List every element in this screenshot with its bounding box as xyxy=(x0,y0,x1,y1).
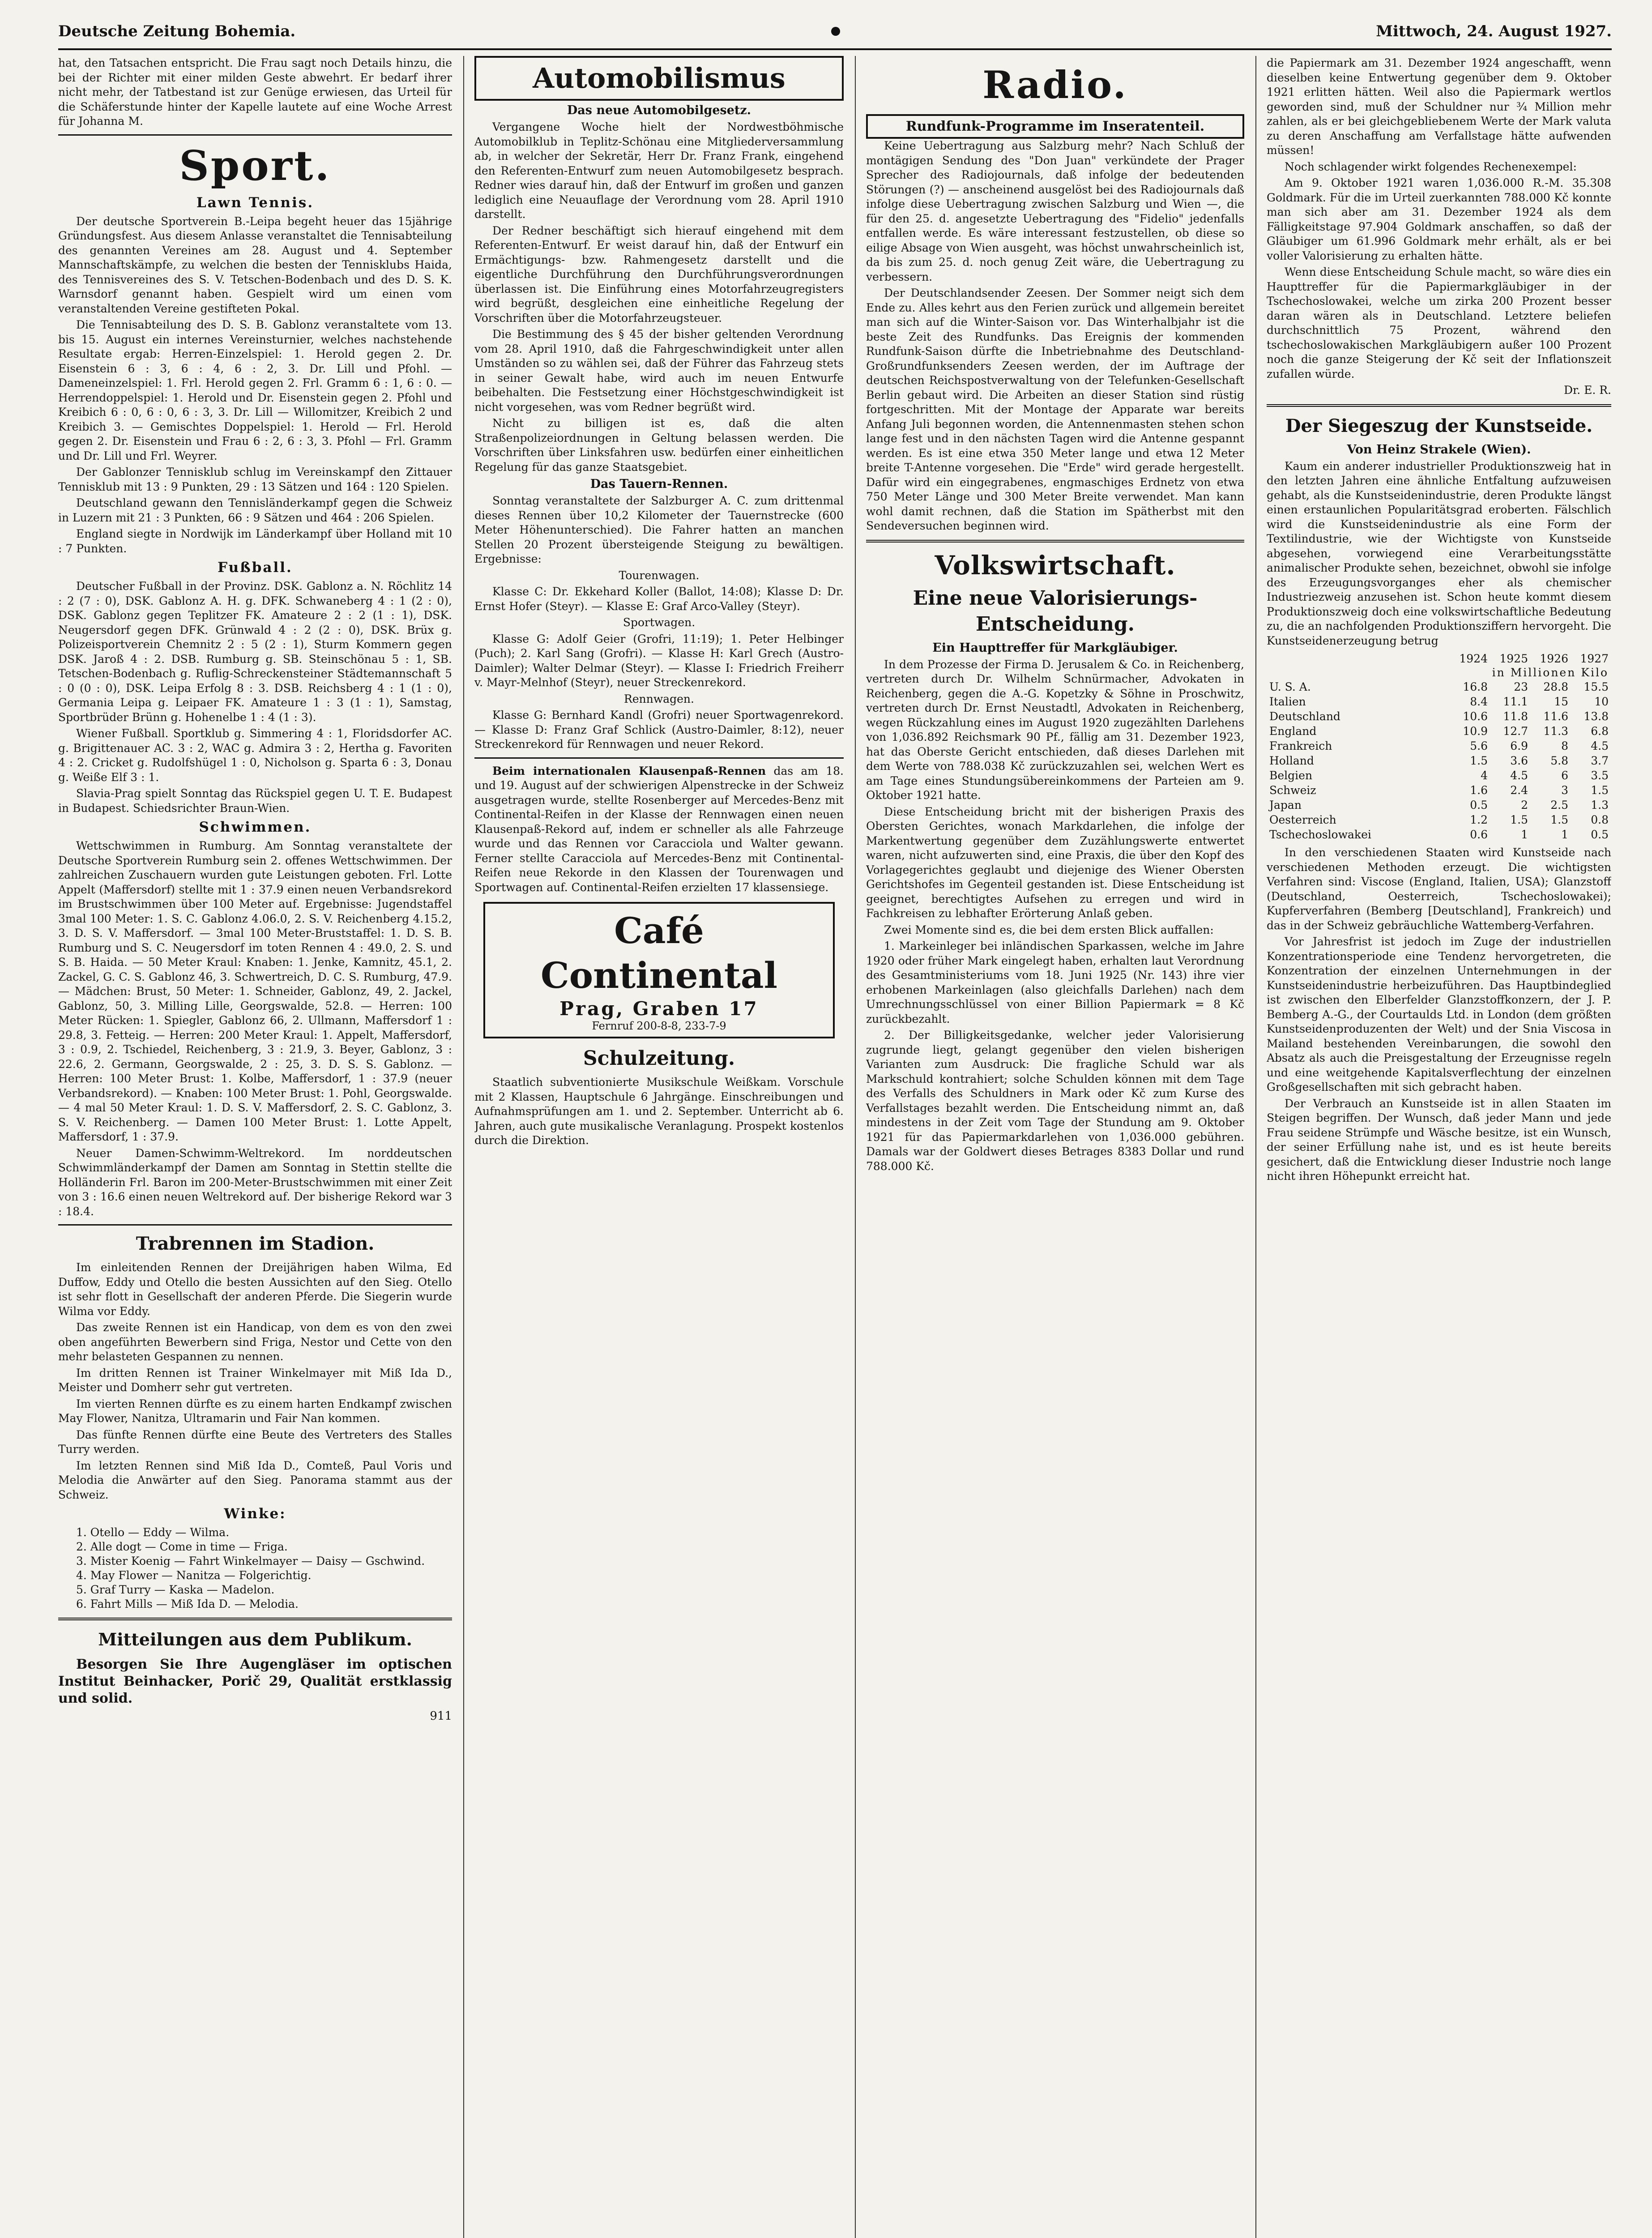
table-row xyxy=(1267,827,1611,842)
section-rule xyxy=(866,540,1244,542)
section-rule xyxy=(58,1618,452,1620)
table-cell-value: 4 xyxy=(1481,769,1488,782)
table-cell-value: 11.6 xyxy=(1543,710,1568,723)
article-paragraph: Slavia-Prag spielt Sonntag das Rückspiel gegen U. T. E. Budapest in Budapest. Schiedsrichter Braun-Wien. xyxy=(58,787,452,815)
table-cell-value: 2.5 xyxy=(1550,799,1568,811)
table-cell-value: 3.6 xyxy=(1510,754,1528,767)
article-paragraph: Der Gablonzer Tennisklub schlug im Vereinskampf den Zittauer Tennisklub mit 13 : 9 Punkten, 29 : 13 Sätzen und 164 : 120 Spielen. xyxy=(58,466,452,493)
table-cell-value: 5.6 xyxy=(1470,739,1488,752)
column-3 xyxy=(866,56,1244,2238)
table-cell-value: 0.8 xyxy=(1591,813,1609,826)
klausen-heading: Beim internationalen Klausenpaß-Rennen xyxy=(492,764,766,777)
table-cell-country: Tschechoslowakei xyxy=(1269,828,1371,841)
table-cell-value: 13.8 xyxy=(1584,710,1609,723)
silk-heading: Der Siegeszug der Kunstseide. xyxy=(1285,415,1593,436)
production-table xyxy=(1267,652,1611,842)
table-cell-value: 2.4 xyxy=(1510,784,1528,797)
tips-heading: Winke: xyxy=(224,1506,286,1522)
automobile-subheading: Das neue Automobilgesetz. xyxy=(567,103,751,117)
table-cell-country: U. S. A. xyxy=(1269,680,1311,693)
court-report-end: hat, den Tatsachen entspricht. Die Frau sagt noch Details hinzu, die bei der Richter mit einer milden Geste abwehrt. Er bedarf ihrer nicht mehr, der Tatbestand ist zur Genüge erwiesen, das Urteil für die Schäferstunde hinter der Kapelle lautete auf eine Woche Arrest für Johanna M. xyxy=(58,56,452,128)
table-cell-value: 1.5 xyxy=(1591,784,1609,797)
article-paragraph: Wettschwimmen in Rumburg. Am Sonntag veranstaltete der Deutsche Sportverein Rumburg sein 2. offenes Wettschwimmen. Der zahlreichen Zuschauern wurden gute Leistungen geboten. Frl. Lotte Appelt (Maffersdorf) stellte mit 1 : 37.9 einen neuen Verbandsrekord im Brustschwimmen über 100 Meter auf. Ergebnisse: Jugendstaffel 3mal 100 Meter: 1. S. C. Gablonz 4.06.0, 2. S. V. Reichenberg 4.15.2, 3. D. S. V. Maffersdorf. — 3mal 100 Meter-Bruststaffel: 1. D. S. B. Rumburg und S. C. Neugersdorf im toten Rennen 4 : 49.0, 2. S. und S. B. Haida. — 50 Meter Kraul: Knaben: 1. Jenke, Kamnitz, 45.1, 2. Zackel, G. C. S. Gablonz 46, 3. Schwertreich, D. C. S. Rumburg, 47.9. — Mädchen: Brust, 50 Meter: 1. Schneider, Gablonz, 49, 2. Jackel, Gablonz, 50, 3. Milling Lille, Georgswalde, 52.8. — Herren: 100 Meter Rücken: 1. Spiegler, Gablonz 66, 2. Ullmann, Maffersdorf 1 : 29.8, 3. Fetteig. — Herren: 200 Meter Kraul: 1. Appelt, Maffersdorf, 3 : 0.9, 2. Tschiedel, Reichenberg, 3 : 21.9, 3. Beyer, Gablonz, 3 : 22.6, 2. Germann, Georgswalde, 2 : 25, 3. D. S. S. Gablonz. — Herren: 100 Meter Brust: 1. Kolbe, Maffersdorf, 1 : 37.9 (neuer Verbandsrekord). — Knaben: 100 Meter Brust: 1. Pohl, Georgswalde. — 4 mal 50 Meter Kraul: 1. D. S. V. Maffersdorf, 2. S. C. Gablonz, 3. S. V. Reichenberg. — Damen 100 Meter Brust: 1. Lotte Appelt, Maffersdorf, 1 : 37.9. xyxy=(58,839,452,1143)
table-cell-value: 6 xyxy=(1561,769,1568,782)
table-header-year: 1927 xyxy=(1580,652,1609,665)
table-row xyxy=(1267,694,1611,709)
table-cell-value: 0.6 xyxy=(1470,828,1488,841)
page-ornament xyxy=(831,27,840,36)
table-cell-value: 11.8 xyxy=(1503,710,1528,723)
article-paragraph: Deutscher Fußball in der Provinz. DSK. Gablonz a. N. Röchlitz 14 : 2 (7 : 0), DSK. Gablonz A. H. g. DFK. Schwaneberg 4 : 1 (2 : 0), DSK. Gablonz gegen Teplitzer FK. Amateure 2 : 2 (1 : 1), DSK. Neugersdorf gegen DFK. Grünwald 4 : 2 (2 : 0), DSK. Brüx g. Polizeisportverein Chemnitz 2 : 5 (2 : 1), Sturm Kommern gegen DSK. Jaroß 4 : 2. DSB. Rumburg g. SB. Steinschönau 5 : 1, SB. Tetschen-Bodenbach g. Ruflig-Schreckensteiner Städtemannschaft 5 : 0 (0 : 0), DSK. Leipa Erfolg 8 : 3. DSB. Reichsberg 4 : 1 (1 : 0), Germania Leipa g. Leipaer FK. Amateure 1 : 3 (1 : 1), Samstag, Sportbrüder Brünn g. Hohenelbe 1 : 4 (1 : 3). xyxy=(58,580,452,724)
table-row xyxy=(1267,812,1611,827)
table-row xyxy=(1267,768,1611,783)
table-cell-value: 10 xyxy=(1594,695,1609,708)
article-paragraph: Noch schlagender wirkt folgendes Rechenexempel: xyxy=(1285,160,1577,173)
article-paragraph: Nicht zu billigen ist es, daß die alten Straßenpolizeiordnungen in Geltung belassen werden. Die Vorschriften über Linksfahren usw. bedürfen einer einheitlichen Regelung für das ganze Staatsgebiet. xyxy=(474,417,844,474)
section-rule xyxy=(474,757,844,759)
radio-heading: Radio. xyxy=(982,63,1128,107)
ad-address: Prag, Graben 17 xyxy=(559,998,759,1020)
race-category: Rennwagen. xyxy=(624,692,694,705)
public-notices-heading: Mitteilungen aus dem Publikum. xyxy=(98,1629,412,1649)
article-paragraph: Diese Entscheidung bricht mit der bisherigen Praxis des Obersten Gerichtes, wonach Markdarlehen, die infolge der Markentwertung gegenüber dem Zuzählungswerte entwertet waren, nicht aufzuwerten sind, eine Praxis, die über den Kopf des Vorlagegerichtes geglaubt und diejenige des Wiener Obersten Gerichtshofes im Gegenteil gestanden ist. Diese Entscheidung ist geeignet, berechtigtes Aufsehen zu erregen und wird in Fachkreisen zu lebhafter Erörterung Anlaß geben. xyxy=(866,805,1244,920)
article-paragraph: Neuer Damen-Schwimm-Weltrekord. Im norddeutschen Schwimmländerkampf der Damen am Sonntag in Stettin stellte die Holländerin Frl. Baron im 200-Meter-Brustschwimmen mit einer Zeit von 3 : 16.6 einen neuen Weltrekord auf. Der bisherige Rekord war 3 : 18.4. xyxy=(58,1146,452,1218)
article-paragraph: Der Verbrauch an Kunstseide ist in allen Staaten im Steigen begriffen. Der Wunsch, daß jeder Mann und jede Frau seidene Strümpfe und Wäsche besitze, ist ein Wunsch, der seiner Erfüllung nahe ist, und es ist heute bereits gesichert, daß die Entwicklung dieser Industrie noch lange nicht ihren Höhepunkt erreicht hat. xyxy=(1267,1097,1611,1183)
table-cell-value: 1.5 xyxy=(1470,754,1488,767)
list-item: 2. Alle dogt — Come in time — Friga. xyxy=(76,1540,288,1553)
article-paragraph: Im dritten Rennen ist Trainer Winkelmayer mit Miß Ida D., Meister und Domherr sehr gut vertreten. xyxy=(58,1366,452,1394)
article-paragraph: Keine Uebertragung aus Salzburg mehr? Nach Schluß der montägigen Sendung des "Don Juan" verkündete der Prager Sprecher des Radiojournals, daß infolge der bedeutenden Störungen (?) — anscheinend ausgelöst bei des Radiojournals daß infolge diese Uebertragung zwischen Salzburg und Wien —, die für den 25. d. angesetzte Uebertragung des "Fidelio" jedenfalls entfallen werde. Es wäre interessant festzustellen, ob diese so eilige Absage von Wien ausgeht, was höchst unwahrscheinlich ist, da bis zum 25. d. noch genug Zeit wäre, die Uebertragung zu verbessern. xyxy=(866,139,1244,283)
article-paragraph: Deutschland gewann den Tennisländerkampf gegen die Schweiz in Luzern mit 21 : 3 Punkten, 66 : 9 Sätzen und 464 : 206 Spielen. xyxy=(58,496,452,524)
klausen-text: das am 18. und 19. August auf der schwierigen Alpenstrecke in der Schweiz ausgetragen wurde, stellte Rosenberger auf Mercedes-Benz mit Continental-Reifen in der Klasse der Rennwagen einen neuen Klausenpaß-Rekord auf, indem er schneller als alle Fahrzeuge wurde und das Rennen vor Caracciola und Walter gewann. Ferner stellte Caracciola auf Mercedes-Benz mit Continental-Reifen neue Rekorde in den Klassen der Tourenwagen und Sportwagen auf. Continental-Reifen erzielten 17 klassensiege. xyxy=(474,764,844,894)
table-cell-value: 1.5 xyxy=(1510,813,1528,826)
table-cell-country: Japan xyxy=(1269,799,1302,811)
economy-title: Eine neue Valorisierungs-Entscheidung. xyxy=(913,586,1198,636)
list-item: 4. May Flower — Nanitza — Folgerichtig. xyxy=(76,1569,312,1582)
table-row xyxy=(1267,679,1611,694)
table-cell-value: 3.7 xyxy=(1591,754,1609,767)
table-cell-country: Holland xyxy=(1269,754,1314,767)
table-cell-value: 12.7 xyxy=(1503,725,1528,738)
column-rule xyxy=(463,56,464,2238)
article-paragraph: Am 9. Oktober 1921 waren 1,036.000 R.-M. 35.308 Goldmark. Für die im Urteil zuerkannten 788.000 Kč konnte man sich aber am 31. Dezember 1924 als dem Fälligkeitstage 97.904 Goldmark anschaffen, so daß der Gläubiger um 61.996 Goldmark mehr erhält, als er bei voller Valorisierung zu erhalten hätte. xyxy=(1267,176,1611,262)
article-paragraph: 2. Der Billigkeitsgedanke, welcher jeder Valorisierung zugrunde liegt, gelangt gegenüber den vielen bisherigen Varianten zum Ausdruck: Die fragliche Schuld war als Markschuld kontrahiert; solche Schulden können mit dem Tage des Verfalls des Schuldners in Mark oder Kč zum Kurse des Verfallstages bezahlt werden. Die Entscheidung nimmt an, daß mindestens in der Zeit vom Tage der Stundung am 9. Oktober 1921 für das Papiermarkdarlehen von 1,036.000 gebühren. Damals war der Goldwert dieses Betrages 8383 Dollar und rund 788.000 Kč. xyxy=(866,1029,1244,1173)
table-cell-value: 1.2 xyxy=(1470,813,1488,826)
economy-heading: Volkswirtschaft. xyxy=(935,550,1176,581)
table-cell-value: 1.5 xyxy=(1550,813,1568,826)
table-cell-value: 23 xyxy=(1514,680,1528,693)
table-cell-value: 10.9 xyxy=(1463,725,1488,738)
table-cell-country: Italien xyxy=(1269,695,1306,708)
article-paragraph: Vergangene Woche hielt der Nordwestböhmische Automobilklub in Teplitz-Schönau eine Mitgliederversammlung ab, in welcher der Sekretär, Herr Dr. Franz Frank, eingehend den Referenten-Entwurf zum neuen Automobilgesetz besprach. Redner wies darauf hin, daß der Entwurf im großen und ganzen lediglich eine Neuauflage der Verordnung vom 28. April 1910 darstellt. xyxy=(474,120,844,221)
table-cell-value: 10.6 xyxy=(1463,710,1488,723)
notice-text: Besorgen Sie Ihre Augengläser im optischen Institut Beinhacker, Porič 29, Qualität erstklassig und solid. xyxy=(58,1657,452,1706)
section-rule xyxy=(58,134,452,136)
article-paragraph: In dem Prozesse der Firma D. Jerusalem & Co. in Reichenberg, vertreten durch Dr. Wilhelm Schnürmacher, Advokaten in Reichenberg, gegen die A.-G. Kopetzky & Söhne in Proschwitz, vertreten durch Dr. Ernst Neustadtl, Advokaten in Reichenberg, wegen Rückzahlung eines im August 1920 zugezählten Darlehens von 1,036.892 Reichsmark 90 Pf., fällig am 31. Dezember 1923, hat das Oberste Gericht entschieden, daß dieses Darlehen mit dem Werte von 788.038 Kč zurückzuzahlen sei, welchen Wert es am Tage eines Stundungsübereinkommens der Parteien am 9. Oktober 1921 hatte. xyxy=(866,658,1244,802)
article-paragraph: Wenn diese Entscheidung Schule macht, so wäre dies ein Haupttreffer für die Papiermarkgläubiger in der Tschechoslowakei, welche um zirka 200 Prozent besser daran wären als in Deutschland. Letztere beliefen durchschnittlich 75 Prozent, während den tschechoslowakischen Markgläubigern außer 100 Prozent noch die ganze Steigerung der Kč seit der Inflationszeit zufallen würde. xyxy=(1267,265,1611,380)
table-cell-value: 8 xyxy=(1561,739,1568,752)
tauern-heading: Das Tauern-Rennen. xyxy=(590,477,728,491)
table-cell-value: 2 xyxy=(1521,799,1528,811)
table-cell-value: 15 xyxy=(1554,695,1568,708)
article-paragraph: Die Bestimmung des § 45 der bisher geltenden Verordnung vom 28. April 1910, daß die Fahrgeschwindigkeit unter allen Umständen so zu wählen sei, daß der Führer das Fahrzeug stets in seiner Gewalt habe, wird auch im neuen Entwurfe beibehalten. Die Festsetzung einer Höchstgeschwindigkeit ist nicht vorgesehen, was vom Redner begrüßt wird. xyxy=(474,328,844,414)
section-rule xyxy=(1267,404,1611,407)
table-cell-value: 1.3 xyxy=(1591,799,1609,811)
table-cell-value: 3.5 xyxy=(1591,769,1609,782)
football-heading: Fußball. xyxy=(218,560,293,576)
column-1 xyxy=(58,56,452,2238)
table-cell-country: Schweiz xyxy=(1269,784,1316,797)
table-cell-value: 28.8 xyxy=(1543,680,1568,693)
table-row xyxy=(1267,798,1611,812)
automobile-heading: Automobilismus xyxy=(474,56,844,101)
table-cell-value: 3 xyxy=(1561,784,1568,797)
table-row xyxy=(1267,739,1611,753)
ad-cafe-name: Café Continental xyxy=(541,910,777,996)
section-rule xyxy=(58,1224,452,1226)
article-paragraph: Wiener Fußball. Sportklub g. Simmering 4 : 1, Floridsdorfer AC. g. Brigittenauer AC. 3 : 2, WAC g. Admira 3 : 2, Hertha g. Favoriten 4 : 2. Cricket g. Rudolfshügel 1 : 0, Nicholson g. Sparta 6 : 3, Donau g. Weiße Elf 3 : 1. xyxy=(58,727,452,784)
article-paragraph: Zwei Momente sind es, die bei dem ersten Blick auffallen: xyxy=(884,923,1214,936)
table-cell-value: 8.4 xyxy=(1470,695,1488,708)
list-item: 6. Fahrt Mills — Miß Ida D. — Melodia. xyxy=(76,1597,299,1610)
article-paragraph: Im einleitenden Rennen der Dreijährigen haben Wilma, Ed Duffow, Eddy und Otello die besten Aussichten auf den Sieg. Otello ist sehr flott in Gesellschaft der anderen Pferde. Die Siegerin wurde Wilma vor Eddy. xyxy=(58,1261,452,1318)
table-cell-value: 4.5 xyxy=(1510,769,1528,782)
trotting-heading: Trabrennen im Stadion. xyxy=(136,1233,375,1254)
table-cell-value: 6.8 xyxy=(1591,725,1609,738)
table-cell-value: 16.8 xyxy=(1463,680,1488,693)
race-results: Klasse C: Dr. Ekkehard Koller (Ballot, 14:08); Klasse D: Dr. Ernst Hofer (Steyr). — Klasse E: Graf Arco-Valley (Steyr). xyxy=(474,585,844,613)
column-4 xyxy=(1267,56,1611,2238)
school-heading: Schulzeitung. xyxy=(583,1047,735,1070)
column-2 xyxy=(474,56,844,2238)
header-rule xyxy=(58,48,1612,50)
article-paragraph: Im vierten Rennen dürfte es zu einem harten Endkampf zwischen May Flower, Nanitza, Ultramarin und Fair Nan kommen. xyxy=(58,1397,452,1425)
table-cell-value: 0.5 xyxy=(1470,799,1488,811)
column-rule xyxy=(855,56,856,2238)
swimming-heading: Schwimmen. xyxy=(199,819,312,835)
table-cell-value: 11.1 xyxy=(1503,695,1528,708)
tennis-heading: Lawn Tennis. xyxy=(196,194,314,211)
economy-subtitle: Ein Haupttreffer für Markgläubiger. xyxy=(932,641,1178,655)
article-paragraph: Kaum ein anderer industrieller Produktionszweig hat in den letzten Jahren eine ähnliche Entfaltung aufzuweisen gehabt, als die Kunstseidenindustrie, deren Produkte längst einen erstaunlichen Popularitätsgrad eroberten. Fälschlich wird die Kunstseidenindustrie als eine Form der Textilindustrie, wie der Wichtigste von Kunstseide abgesehen, vorwiegend eine Verarbeitungsstätte animalischer Produkte sehen, bezeichnet, obwohl sie infolge des Erzeugungsvorganges eher als chemischer Industriezweig anzusehen ist. Schon heute kommt diesem Produktionszweig doch eine volkswirtschaftliche Bedeutung zu, die an nachfolgenden Produktionsziffern hervorgeht. Die Kunstseidenerzeugung betrug xyxy=(1267,459,1611,647)
table-cell-value: 1 xyxy=(1521,828,1528,841)
article-paragraph: die Papiermark am 31. Dezember 1924 angeschafft, wenn dieselben keine Entwertung gegenüber dem 9. Oktober 1921 erlitten hätten. Weil also die Papiermark wertlos geworden sind, muß der Schuldner nur ¾ Million mehr zahlen, als er bei gleichgebliebenem Werte der Mark valuta zu deren Anschaffung am Verfallstage hätte aufwenden müssen! xyxy=(1267,56,1611,157)
race-results: Klasse G: Bernhard Kandl (Grofri) neuer Sportwagenrekord. — Klasse D: Franz Graf Schlick (Austro-Daimler, 8:12), neuer Streckenrekord für Rennwagen und neuer Rekord. xyxy=(474,709,844,751)
table-cell-value: 6.9 xyxy=(1510,739,1528,752)
table-header-year: 1925 xyxy=(1499,652,1528,665)
table-cell-country: Oesterreich xyxy=(1269,813,1336,826)
notice-number: 911 xyxy=(430,1709,452,1723)
article-paragraph: Das zweite Rennen ist ein Handicap, von dem es von den zwei oben angeführten Bewerbern sind Friga, Nestor und Cette von den mehr belasteten Gespannen zu nennen. xyxy=(58,1321,452,1363)
tips-list xyxy=(58,1525,452,1611)
race-category: Tourenwagen. xyxy=(619,568,700,582)
article-paragraph: Der deutsche Sportverein B.-Leipa begeht heuer das 15jährige Gründungsfest. Aus diesem Anlasse veranstaltet die Tennisabteilung des genannten Vereines am 28. August und 4. September Mannschaftskämpfe, zu welchen die besten der Tennisklubs Haida, des Tennisvereines des S. V. Tetschen-Bodenbach und des D. S. K. Warnsdorf genannt haben. Gespielt wird um einen vom veranstaltenden Vereine gestifteten Pokal. xyxy=(58,214,452,315)
list-item: 3. Mister Koenig — Fahrt Winkelmayer — Daisy — Gschwind. xyxy=(76,1555,425,1567)
article-paragraph: Der Deutschlandsender Zeesen. Der Sommer neigt sich dem Ende zu. Alles kehrt aus den Ferien zurück und allgemein bereitet man sich auf die Winter-Saison vor. Das Winterhalbjahr ist die beste Zeit des Rundfunks. Das Ereignis der kommenden Rundfunk-Saison dürfte die Inbetriebnahme des Deutschland-Großrundfunksenders Zeesen werden, der im Auftrage der deutschen Reichspostverwaltung von der Telefunken-Gesellschaft Berlin gebaut wird. Die Arbeiten an dieser Station sind rüstig fortgeschritten. Mit der Montage der Apparate war bereits Anfang Juli begonnen worden, die Antennenmasten stehen schon lange fest und in den nächsten Tagen wird die Antenne gespannt werden. Es ist eine etwa 350 Meter lange und etwa 12 Meter breite T-Antenne vorgesehen. Die "Erde" wird gerade hergestellt. Dafür wird ein eingegrabenes, engmaschiges Erdnetz von etwa 750 Meter Länge und 300 Meter Breite verwendet. Man kann wohl damit rechnen, daß die Station im Spätherbst mit den Sendeversuchen beginnen wird. xyxy=(866,286,1244,532)
article-paragraph: Sonntag veranstaltete der Salzburger A. C. zum drittenmal dieses Rennen über 10,2 Kilometer der Tauernstrecke (600 Meter Höhenunterschied). Die Fahrer hatten an manchen Stellen 20 Prozent übersteigende Steigung zu bewältigen. Ergebnisse: xyxy=(474,494,844,565)
table-cell-country: Deutschland xyxy=(1269,710,1340,723)
sport-heading: Sport. xyxy=(179,141,331,190)
radio-subheading: Rundfunk-Programme im Inseratenteil. xyxy=(866,114,1244,139)
author-signature: Dr. E. R. xyxy=(1563,384,1611,397)
list-item: 5. Graf Turry — Kaska — Madelon. xyxy=(76,1583,275,1596)
article-paragraph: Der Redner beschäftigt sich hierauf eingehend mit dem Referenten-Entwurf. Er weist darauf hin, daß der Entwurf ein Ermächtigungs- bzw. Rahmengesetz darstellt und die eigentliche Durchführung den Durchführungsverordnungen überlassen ist. Die Einführung eines Motorfahrzeugregisters wird begrüßt, desgleichen eine einheitliche Regelung der Vorschriften über die Motorfahrzeugsteuer. xyxy=(474,224,844,325)
running-head xyxy=(58,18,1612,45)
table-cell-value: 1 xyxy=(1561,828,1568,841)
table-row xyxy=(1267,753,1611,768)
issue-date: Mittwoch, 24. August 1927. xyxy=(1376,22,1612,40)
table-header-blank xyxy=(1267,652,1450,666)
article-paragraph: Das fünfte Rennen dürfte eine Beute des Vertreters des Stalles Turry werden. xyxy=(58,1428,452,1456)
table-row xyxy=(1267,783,1611,798)
list-item: 1. Otello — Eddy — Wilma. xyxy=(76,1526,230,1539)
article-paragraph: Staatlich subventionierte Musikschule Weißkam. Vorschule mit 2 Klassen, Hauptschule 6 Jahrgänge. Einschreibungen und Aufnahmsprüfungen am 1. und 2. September. Unterricht ab 6. Jahren, auch gute musikalische Veranlagung. Prospekt kostenlos durch die Direktion. xyxy=(474,1076,844,1147)
article-paragraph: Die Tennisabteilung des D. S. B. Gablonz veranstaltete vom 13. bis 15. August ein internes Vereinsturnier, welches nachstehende Resultate ergab: Herren-Einzelspiel: 1. Herold gegen 2. Dr. Eisenstein 6 : 3, 6 : 4, 6 : 2, 3. Dr. Lill und Pfohl. — Dameneinzelspiel: 1. Frl. Herold gegen 2. Frl. Gramm 6 : 1, 6 : 0. — Herrendoppelspiel: 1. Herold und Dr. Eisenstein gegen 2. Pfohl und Kreibich 6 : 0, 6 : 0, 6 : 3, 3. Dr. Lill — Willomitzer, Kreibich 2 und Kreibich 3. — Gemischtes Doppelspiel: 1. Herold — Frl. Herold gegen 2. Dr. Eisenstein und Frau 6 : 2, 6 : 3, 3. Pfohl — Frl. Gramm und Dr. Lill und Frl. Weyrer. xyxy=(58,318,452,462)
table-row xyxy=(1267,724,1611,739)
table-cell-country: Frankreich xyxy=(1269,739,1332,752)
table-cell-value: 0.5 xyxy=(1591,828,1609,841)
table-cell-country: England xyxy=(1269,725,1317,738)
race-category: Sportwagen. xyxy=(623,616,696,629)
table-cell-value: 4.5 xyxy=(1591,739,1609,752)
masthead-name: Deutsche Zeitung Bohemia. xyxy=(58,22,296,40)
table-cell-value: 11.3 xyxy=(1543,725,1568,738)
race-results: Klasse G: Adolf Geier (Grofri, 11:19); 1. Peter Helbinger (Puch); 2. Karl Sang (Grofri). — Klasse H: Karl Grech (Austro-Daimler); Walter Delmar (Steyr). — Klasse I: Friedrich Freiherr v. Mayr-Melnhof (Steyr), neuer Streckenrekord. xyxy=(474,632,844,689)
table-cell-value: 5.8 xyxy=(1550,754,1568,767)
article-paragraph: 1. Markeinleger bei inländischen Sparkassen, welche im Jahre 1920 oder früher Mark eingelegt haben, erhalten laut Verordnung des Gesamtministeriums vom 18. Juni 1925 (Nr. 143) ihre vier erhobenen Markeinlagen (also gleichfalls Darlehen) nach dem Umrechnungsschlüssel von einer Billion Papiermark = 8 Kč zurückbezahlt. xyxy=(866,940,1244,1025)
table-header-year: 1924 xyxy=(1459,652,1488,665)
article-paragraph: In den verschiedenen Staaten wird Kunstseide nach verschiedenen Methoden erzeugt. Die wichtigsten Verfahren sind: Viscose (England, Italien, USA); Glanzstoff (Deutschland, Oesterreich, Tschechoslowakei); Kupferverfahren (Bemberg [Deutschland], Frankreich) und das in der Schweiz gebräuchliche Wattemberg-Verfahren. xyxy=(1267,846,1611,932)
table-unit: in Millionen Kilo xyxy=(1492,666,1609,679)
column-rule xyxy=(1255,56,1256,2238)
table-cell-value: 1.6 xyxy=(1470,784,1488,797)
table-header-row xyxy=(1267,652,1611,666)
table-cell-value: 15.5 xyxy=(1584,680,1609,693)
ad-phone: Fernruf 200-8-8, 233-7-9 xyxy=(592,1020,726,1032)
article-paragraph: Vor Jahresfrist ist jedoch im Zuge der industriellen Konzentrationsperiode eine Tendenz hervorgetreten, die Konzentration der einzelnen Unternehmungen in der Kunstseidenindustrie herbeizuführen. Das Hauptbindeglied ist zwischen den Elberfelder Glanzstoffkonzern, der J. P. Bemberg A.-G., der Courtaulds Ltd. in London (dem größten Kunstseidenproduzenten der Welt) und der Snia Viscosa in Mailand bestehenden Vereinbarungen, die sowohl den Absatz als auch die Preisgestaltung der Erzeugnisse regeln und eine weitgehende Kapitalsverflechtung der einzelnen Großgesellschaften mit sich gebracht haben. xyxy=(1267,935,1611,1093)
article-paragraph: England siegte in Nordwijk im Länderkampf über Holland mit 10 : 7 Punkten. xyxy=(58,527,452,555)
cafe-advertisement xyxy=(483,902,835,1038)
table-row xyxy=(1267,709,1611,724)
table-cell-country: Belgien xyxy=(1269,769,1313,782)
table-header-year: 1926 xyxy=(1540,652,1568,665)
silk-author: Von Heinz Strakele (Wien). xyxy=(1347,442,1531,457)
article-paragraph: Im letzten Rennen sind Miß Ida D., Comteß, Paul Voris und Melodia die Anwärter auf den Sieg. Panorama stammt aus der Schweiz. xyxy=(58,1459,452,1501)
table-body xyxy=(1267,679,1611,842)
